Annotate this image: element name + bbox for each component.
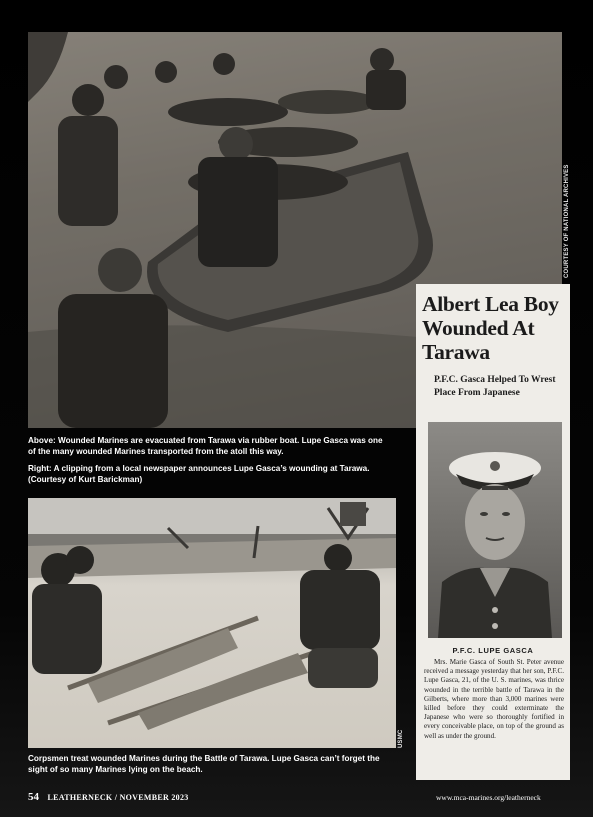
beach-scene — [28, 498, 396, 748]
page-footer-left — [28, 791, 189, 803]
clipping-article-text: Mrs. Marie Gasca of South St. Peter avenue received a message yesterday that her son, P.F.C. Lupe Gasca, 21, of the U. S. marines, was thrice wounded in the terrible battle of Tarawa in the Gilberts, where more than 3,000 marines were killed before they could exterminate the Japanese who were so thoroughly fortified in every conceivable place, on top of the ground as well as under the ground. — [424, 658, 564, 740]
portrait-photo — [428, 422, 562, 638]
photo-corpsmen-beach — [28, 498, 396, 748]
portrait-caption: P.F.C. LUPE GASCA — [452, 646, 534, 655]
caption-above: Above: Wounded Marines are evacuated from Tarawa via rubber boat. Lupe Gasca was one of the many wounded Marines transported from the atoll this way. — [28, 436, 383, 456]
clipping-headline: Albert Lea Boy Wounded At Tarawa — [422, 292, 559, 364]
website-url[interactable]: www.mca-marines.org/leatherneck — [436, 793, 541, 802]
marine-portrait — [428, 422, 562, 638]
clipping-subhead: P.F.C. Gasca Helped To Wrest Place From Japanese — [434, 375, 556, 398]
photo-credit-bottom: USMC — [398, 729, 404, 748]
magazine-issue: LEATHERNECK / NOVEMBER 2023 — [47, 793, 189, 802]
newspaper-clipping — [416, 284, 570, 780]
caption-bottom: Corpsmen treat wounded Marines during the Battle of Tarawa. Lupe Gasca can’t forget the sight of so many Marines lying on the beach. — [28, 754, 380, 774]
photo-credit-top: COURTESY OF NATIONAL ARCHIVES — [564, 164, 570, 278]
page-number: 54 — [28, 791, 39, 803]
caption-right: Right: A clipping from a local newspaper announces Lupe Gasca’s wounding at Tarawa. (Courtesy of Kurt Barickman) — [28, 464, 370, 484]
